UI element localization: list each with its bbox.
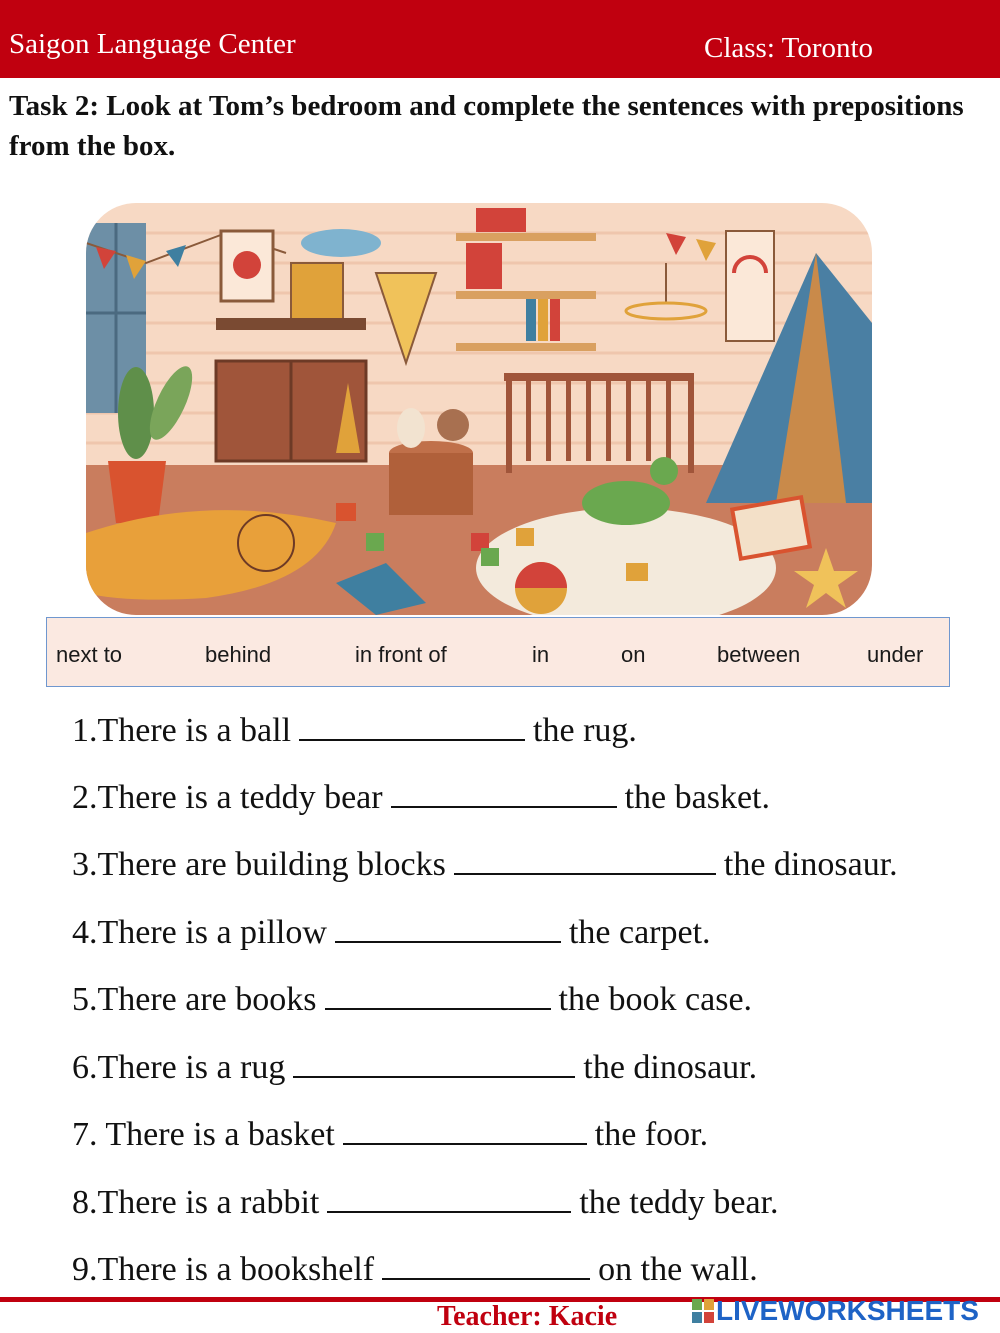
answer-blank[interactable]	[382, 1252, 590, 1280]
word-between: between	[717, 642, 801, 667]
liveworksheets-logo	[692, 1295, 979, 1327]
sentence-text-before: 3.There are building blocks	[72, 846, 446, 883]
sentence-text-after: on the wall.	[598, 1251, 758, 1288]
word-under: under	[867, 642, 924, 667]
sentence-text-before: 8.There is a rabbit	[72, 1184, 320, 1221]
answer-blank[interactable]	[327, 1185, 571, 1213]
sentence-text-after: the basket.	[624, 779, 770, 816]
answer-blank[interactable]	[335, 915, 561, 943]
sentence-text-before: 5.There are books	[72, 981, 317, 1018]
answer-blank[interactable]	[293, 1050, 575, 1078]
class-name: Class: Toronto	[704, 32, 874, 64]
sentence-text-after: the book case.	[558, 981, 753, 1018]
header-bar	[0, 0, 1000, 78]
word-next-to: next to	[56, 642, 123, 667]
sentence-text-after: the dinosaur.	[723, 846, 898, 883]
sentence-1	[72, 712, 637, 750]
teacher-name: Teacher: Kacie	[437, 1301, 618, 1332]
liveworksheets-text: LIVEWORKSHEETS	[716, 1295, 979, 1326]
sentence-4	[72, 914, 711, 952]
word-on: on	[621, 642, 646, 667]
school-name: Saigon Language Center	[9, 28, 296, 60]
answer-blank[interactable]	[299, 713, 525, 741]
sentence-text-before: 6.There is a rug	[72, 1049, 286, 1086]
sentence-text-before: 9.There is a bookshelf	[72, 1251, 375, 1288]
preposition-word-box	[46, 617, 950, 687]
sentence-text-after: the teddy bear.	[579, 1184, 779, 1221]
sentence-text-before: 4.There is a pillow	[72, 914, 327, 951]
sentence-text-before: 7. There is a basket	[72, 1116, 335, 1153]
sentence-6	[72, 1049, 757, 1087]
sentence-text-before: 1.There is a ball	[72, 712, 292, 749]
sentence-5	[72, 981, 752, 1019]
sentence-text-after: the rug.	[533, 712, 637, 749]
sentence-text-after: the foor.	[594, 1116, 709, 1153]
liveworksheets-icon	[692, 1299, 714, 1323]
sentence-text-after: the dinosaur.	[583, 1049, 758, 1086]
sentence-8	[72, 1184, 779, 1222]
sentence-text-after: the carpet.	[568, 914, 711, 951]
answer-blank[interactable]	[454, 847, 716, 875]
sentence-3	[72, 846, 898, 884]
sentence-text-before: 2.There is a teddy bear	[72, 779, 383, 816]
answer-blank[interactable]	[325, 982, 551, 1010]
sentence-9	[72, 1251, 758, 1289]
sentence-7	[72, 1116, 708, 1154]
word-in: in	[532, 642, 550, 667]
word-in-front-of: in front of	[355, 642, 447, 667]
answer-blank[interactable]	[343, 1117, 587, 1145]
answer-blank[interactable]	[391, 780, 617, 808]
task-instruction: Task 2: Look at Tom’s bedroom and complete the sentences with prepositions from the box.	[9, 90, 964, 162]
word-behind: behind	[205, 642, 272, 667]
bedroom-illustration	[86, 203, 872, 615]
sentence-2	[72, 779, 770, 817]
